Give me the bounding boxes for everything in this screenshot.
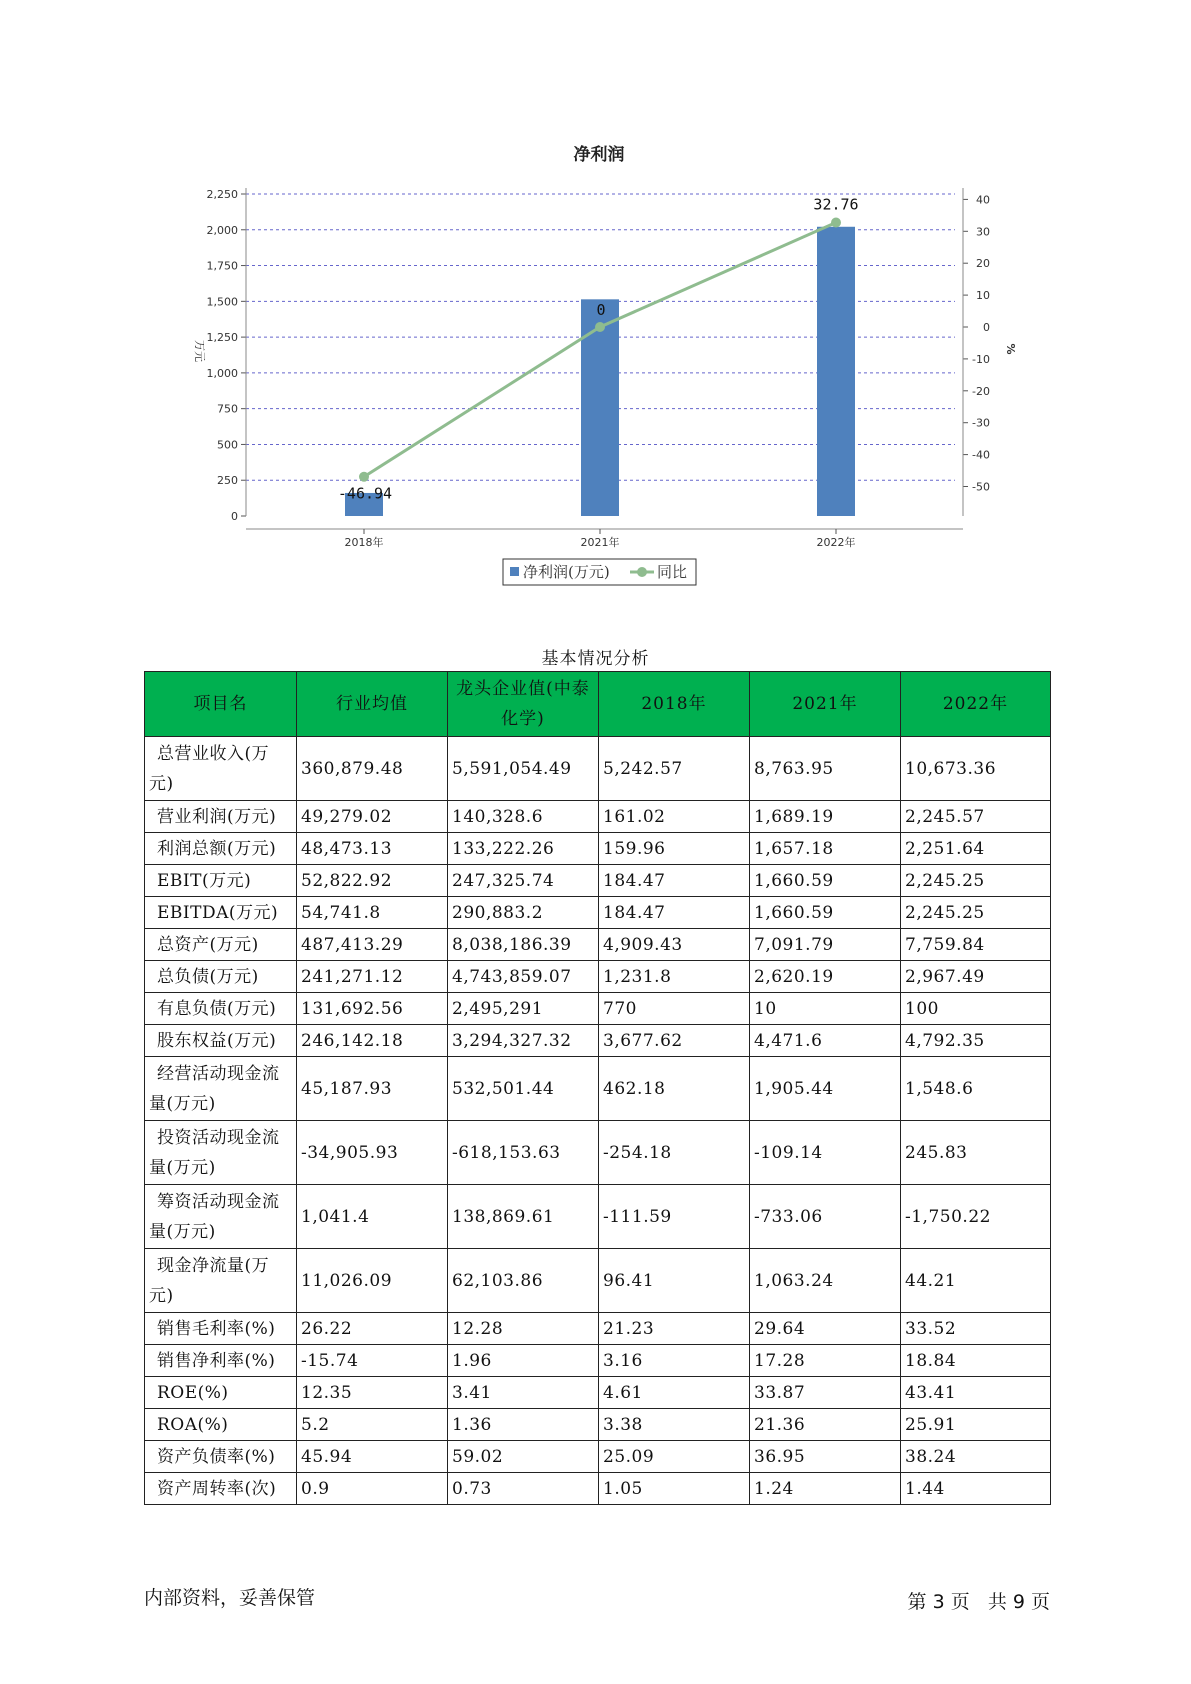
row-item-name: 总资产(万元) xyxy=(145,929,297,961)
table-row xyxy=(145,1409,1051,1441)
row-item-name: EBITDA(万元) xyxy=(145,897,297,929)
row-value-cell: 290,883.2 xyxy=(448,897,599,929)
row-value-cell: 12.28 xyxy=(448,1313,599,1345)
row-value-cell: 360,879.48 xyxy=(297,737,448,801)
y-tick-label: 1,000 xyxy=(206,366,238,380)
table-row xyxy=(145,801,1051,833)
row-value-cell: 10 xyxy=(750,993,901,1025)
row-value-cell: 4,471.6 xyxy=(750,1025,901,1057)
row-value-cell: 100 xyxy=(901,993,1051,1025)
table-body xyxy=(145,737,1051,1505)
row-value-cell: 11,026.09 xyxy=(297,1249,448,1313)
legend-line-label: 同比 xyxy=(657,563,688,581)
table-row xyxy=(145,1025,1051,1057)
row-value-cell: 21.36 xyxy=(750,1409,901,1441)
row-value-cell: 532,501.44 xyxy=(448,1057,599,1121)
table-row xyxy=(145,737,1051,801)
y-tick-label: 250 xyxy=(217,474,238,488)
chart-bars xyxy=(345,227,855,516)
row-value-cell: -34,905.93 xyxy=(297,1121,448,1185)
row-value-cell: -109.14 xyxy=(750,1121,901,1185)
table-row xyxy=(145,865,1051,897)
row-value-cell: 25.09 xyxy=(599,1441,750,1473)
row-value-cell: 18.84 xyxy=(901,1345,1051,1377)
yoy-point xyxy=(359,472,369,482)
row-value-cell: 1.24 xyxy=(750,1473,901,1505)
row-value-cell: 62,103.86 xyxy=(448,1249,599,1313)
row-value-cell: 1,689.19 xyxy=(750,801,901,833)
row-value-cell: 3.41 xyxy=(448,1377,599,1409)
row-value-cell: 33.87 xyxy=(750,1377,901,1409)
row-value-cell: 4,792.35 xyxy=(901,1025,1051,1057)
table-row xyxy=(145,1121,1051,1185)
row-item-name: 销售毛利率(%) xyxy=(145,1313,297,1345)
row-value-cell: 1,657.18 xyxy=(750,833,901,865)
row-value-cell: 44.21 xyxy=(901,1249,1051,1313)
header-2021: 2021年 xyxy=(750,672,901,737)
header-2018: 2018年 xyxy=(599,672,750,737)
row-value-cell: -111.59 xyxy=(599,1185,750,1249)
header-industry-average: 行业均值 xyxy=(297,672,448,737)
row-item-name: ROA(%) xyxy=(145,1409,297,1441)
legend-bar-label: 净利润(万元) xyxy=(523,563,610,581)
row-value-cell: 241,271.12 xyxy=(297,961,448,993)
footer-page-number: 第 3 页 共 9 页 xyxy=(907,1591,1050,1613)
row-item-name: 销售净利率(%) xyxy=(145,1345,297,1377)
row-value-cell: 17.28 xyxy=(750,1345,901,1377)
row-value-cell: 3.16 xyxy=(599,1345,750,1377)
row-item-name: 现金净流量(万元) xyxy=(145,1249,297,1313)
table-row xyxy=(145,1057,1051,1121)
row-item-name: 资产周转率(次) xyxy=(145,1473,297,1505)
yoy-data-label: 0 xyxy=(596,301,606,319)
row-value-cell: 2,967.49 xyxy=(901,961,1051,993)
row-item-name: ROE(%) xyxy=(145,1377,297,1409)
yoy-point xyxy=(831,217,841,227)
row-value-cell: 29.64 xyxy=(750,1313,901,1345)
row-value-cell: 48,473.13 xyxy=(297,833,448,865)
y2-tick-label: -40 xyxy=(972,448,990,462)
y2-tick-label: -10 xyxy=(972,352,990,366)
row-value-cell: 2,245.57 xyxy=(901,801,1051,833)
table-row xyxy=(145,993,1051,1025)
row-value-cell: 770 xyxy=(599,993,750,1025)
row-item-name: 利润总额(万元) xyxy=(145,833,297,865)
row-value-cell: 36.95 xyxy=(750,1441,901,1473)
row-value-cell: 33.52 xyxy=(901,1313,1051,1345)
row-value-cell: 8,763.95 xyxy=(750,737,901,801)
row-value-cell: 54,741.8 xyxy=(297,897,448,929)
row-value-cell: 3,294,327.32 xyxy=(448,1025,599,1057)
chart-legend xyxy=(503,559,696,585)
basic-analysis-table xyxy=(144,671,1051,1505)
row-value-cell: 3.38 xyxy=(599,1409,750,1441)
row-value-cell: 43.41 xyxy=(901,1377,1051,1409)
row-value-cell: 1,231.8 xyxy=(599,961,750,993)
chart-title: 净利润 xyxy=(573,145,625,165)
row-item-name: 投资活动现金流量(万元) xyxy=(145,1121,297,1185)
row-value-cell: 1,063.24 xyxy=(750,1249,901,1313)
y2-tick-label: 30 xyxy=(976,225,990,239)
row-value-cell: 26.22 xyxy=(297,1313,448,1345)
row-value-cell: 2,620.19 xyxy=(750,961,901,993)
table-row xyxy=(145,833,1051,865)
row-value-cell: 2,245.25 xyxy=(901,865,1051,897)
row-value-cell: 3,677.62 xyxy=(599,1025,750,1057)
y-tick-label: 1,500 xyxy=(206,295,238,309)
y-tick-label: 2,000 xyxy=(206,223,238,237)
row-value-cell: -618,153.63 xyxy=(448,1121,599,1185)
row-value-cell: 21.23 xyxy=(599,1313,750,1345)
row-value-cell: 2,495,291 xyxy=(448,993,599,1025)
row-value-cell: 159.96 xyxy=(599,833,750,865)
yoy-data-label: 32.76 xyxy=(813,195,859,214)
table-row xyxy=(145,1345,1051,1377)
row-value-cell: 12.35 xyxy=(297,1377,448,1409)
row-item-name: 总负债(万元) xyxy=(145,961,297,993)
header-leader-value: 龙头企业值(中泰化学) xyxy=(448,672,599,737)
y2-axis-label: % xyxy=(1004,343,1017,355)
yoy-point xyxy=(595,322,605,332)
row-value-cell: 5,591,054.49 xyxy=(448,737,599,801)
table-row xyxy=(145,1185,1051,1249)
table-row xyxy=(145,1473,1051,1505)
row-value-cell: 138,869.61 xyxy=(448,1185,599,1249)
row-item-name: 筹资活动现金流量(万元) xyxy=(145,1185,297,1249)
row-value-cell: 96.41 xyxy=(599,1249,750,1313)
table-row xyxy=(145,1377,1051,1409)
y2-tick-label: -30 xyxy=(972,416,990,430)
row-value-cell: -733.06 xyxy=(750,1185,901,1249)
y-axis-label: 万元 xyxy=(193,340,206,362)
row-value-cell: 1,041.4 xyxy=(297,1185,448,1249)
row-value-cell: -1,750.22 xyxy=(901,1185,1051,1249)
row-value-cell: 10,673.36 xyxy=(901,737,1051,801)
row-value-cell: 140,328.6 xyxy=(448,801,599,833)
legend-line-marker xyxy=(637,567,647,577)
row-value-cell: 4.61 xyxy=(599,1377,750,1409)
row-value-cell: 8,038,186.39 xyxy=(448,929,599,961)
bar-2022年 xyxy=(817,227,855,516)
y-tick-label: 0 xyxy=(231,510,238,523)
row-value-cell: 5.2 xyxy=(297,1409,448,1441)
header-item-name: 项目名 xyxy=(145,672,297,737)
row-value-cell: 5,242.57 xyxy=(599,737,750,801)
y-tick-label: 750 xyxy=(217,402,238,416)
footer-confidential-note: 内部资料，妥善保管 xyxy=(144,1587,316,1609)
row-value-cell: 161.02 xyxy=(599,801,750,833)
row-value-cell: 133,222.26 xyxy=(448,833,599,865)
row-value-cell: 1.05 xyxy=(599,1473,750,1505)
x-tick-label: 2022年 xyxy=(816,536,856,549)
y2-tick-label: -20 xyxy=(972,384,990,398)
table-caption: 基本情况分析 xyxy=(541,649,650,669)
table-row xyxy=(145,897,1051,929)
row-value-cell: -254.18 xyxy=(599,1121,750,1185)
row-value-cell: 38.24 xyxy=(901,1441,1051,1473)
row-value-cell: 0.9 xyxy=(297,1473,448,1505)
row-value-cell: 25.91 xyxy=(901,1409,1051,1441)
net-profit-chart xyxy=(0,0,1191,600)
y2-tick-label: 40 xyxy=(976,193,990,207)
row-item-name: 资产负债率(%) xyxy=(145,1441,297,1473)
row-value-cell: 2,251.64 xyxy=(901,833,1051,865)
x-tick-label: 2021年 xyxy=(580,536,620,549)
table-row xyxy=(145,1313,1051,1345)
row-value-cell: 184.47 xyxy=(599,865,750,897)
row-value-cell: 59.02 xyxy=(448,1441,599,1473)
y-tick-label: 2,250 xyxy=(206,188,238,201)
row-value-cell: 131,692.56 xyxy=(297,993,448,1025)
row-value-cell: 45.94 xyxy=(297,1441,448,1473)
row-value-cell: -15.74 xyxy=(297,1345,448,1377)
y2-tick-label: 10 xyxy=(976,289,990,303)
row-value-cell: 0.73 xyxy=(448,1473,599,1505)
row-value-cell: 2,245.25 xyxy=(901,897,1051,929)
y-tick-label: 1,750 xyxy=(206,259,238,273)
row-value-cell: 245.83 xyxy=(901,1121,1051,1185)
row-value-cell: 462.18 xyxy=(599,1057,750,1121)
row-value-cell: 7,759.84 xyxy=(901,929,1051,961)
row-value-cell: 1.36 xyxy=(448,1409,599,1441)
row-value-cell: 247,325.74 xyxy=(448,865,599,897)
row-value-cell: 1,660.59 xyxy=(750,865,901,897)
header-2022: 2022年 xyxy=(901,672,1051,737)
row-value-cell: 1,548.6 xyxy=(901,1057,1051,1121)
row-item-name: EBIT(万元) xyxy=(145,865,297,897)
row-value-cell: 4,909.43 xyxy=(599,929,750,961)
y2-tick-label: -50 xyxy=(972,480,990,494)
row-item-name: 总营业收入(万元) xyxy=(145,737,297,801)
table-row xyxy=(145,1441,1051,1473)
row-value-cell: 184.47 xyxy=(599,897,750,929)
y2-tick-label: 20 xyxy=(976,257,990,271)
row-value-cell: 45,187.93 xyxy=(297,1057,448,1121)
row-value-cell: 49,279.02 xyxy=(297,801,448,833)
table-header-row xyxy=(145,672,1051,737)
table-row xyxy=(145,961,1051,993)
y-tick-label: 500 xyxy=(217,438,238,452)
row-value-cell: 52,822.92 xyxy=(297,865,448,897)
row-item-name: 股东权益(万元) xyxy=(145,1025,297,1057)
row-value-cell: 1,905.44 xyxy=(750,1057,901,1121)
row-value-cell: 7,091.79 xyxy=(750,929,901,961)
legend-bar-swatch xyxy=(510,567,519,576)
row-item-name: 营业利润(万元) xyxy=(145,801,297,833)
row-value-cell: 4,743,859.07 xyxy=(448,961,599,993)
y-tick-label: 1,250 xyxy=(206,331,238,345)
row-value-cell: 487,413.29 xyxy=(297,929,448,961)
y2-tick-label: 0 xyxy=(983,321,990,334)
table-row xyxy=(145,929,1051,961)
row-value-cell: 1.96 xyxy=(448,1345,599,1377)
row-item-name: 有息负债(万元) xyxy=(145,993,297,1025)
row-value-cell: 246,142.18 xyxy=(297,1025,448,1057)
row-item-name: 经营活动现金流量(万元) xyxy=(145,1057,297,1121)
yoy-data-label: -46.94 xyxy=(337,484,393,503)
x-tick-label: 2018年 xyxy=(344,536,384,549)
row-value-cell: 1.44 xyxy=(901,1473,1051,1505)
table-row xyxy=(145,1249,1051,1313)
row-value-cell: 1,660.59 xyxy=(750,897,901,929)
